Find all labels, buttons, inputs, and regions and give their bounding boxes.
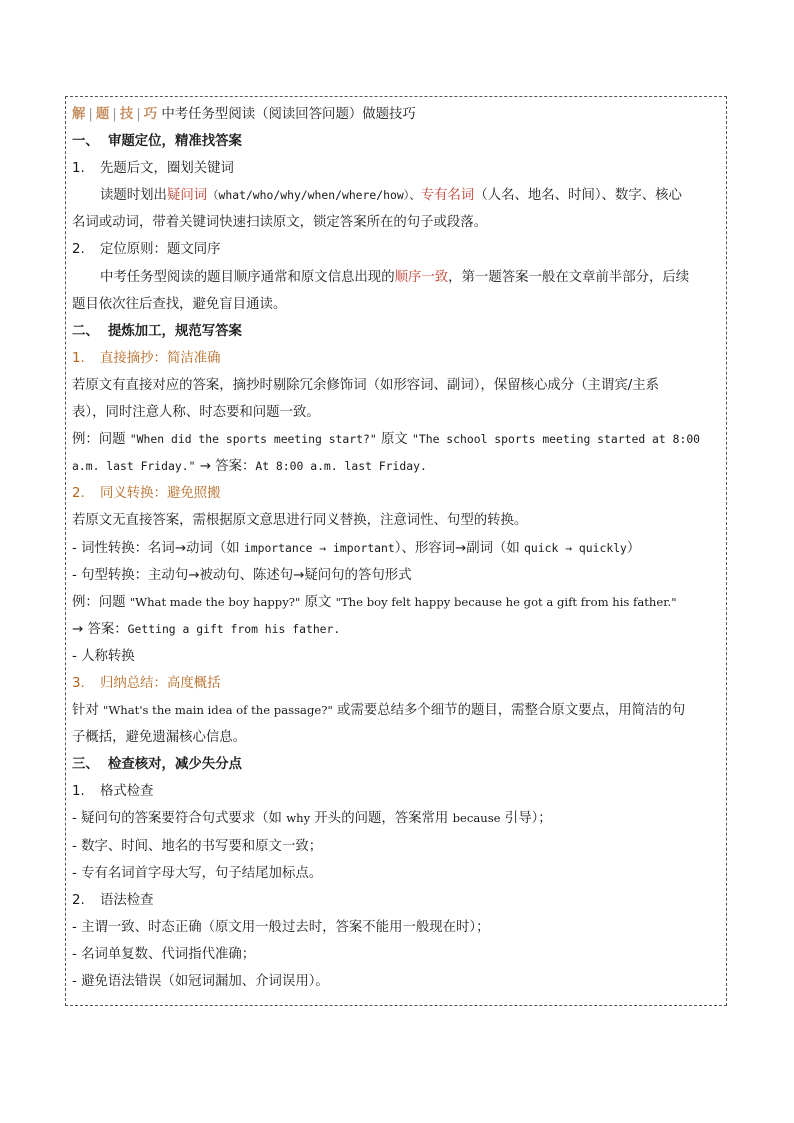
section-heading: 一、 审题定位，精准找答案 [72, 134, 242, 150]
paragraph-line: 子概括，避免遗漏核心信息。 [72, 730, 247, 746]
bullet-line: - 词性转换：名词→动词（如 importance → important）、形容词→副词（如 quick → quickly） [72, 540, 641, 556]
example-line: 例：问题 "What made the boy happy?" 原文 "The boy felt happy because he got a gift from his father." [72, 594, 677, 610]
example-line: → 答案：Getting a gift from his father. [72, 621, 341, 637]
bullet-line: - 人称转换 [72, 648, 135, 664]
paragraph-line: 若原文无直接答案，需根据原文意思进行同义替换，注意词性、句型的转换。 [72, 513, 528, 529]
item-heading: 1. 直接摘抄：简洁准确 [72, 350, 221, 366]
paragraph-line: 表），同时注意人称、时态要和问题一致。 [72, 405, 320, 421]
example-line: a.m. last Friday." → 答案：At 8:00 a.m. last Friday. [72, 459, 427, 475]
bullet-line: - 主谓一致、时态正确（原文用一般过去时，答案不能用一般现在时）； [72, 919, 490, 935]
tips-box [65, 96, 727, 1006]
bullet-line: - 避免语法错误（如冠词漏加、介词误用）。 [72, 974, 329, 989]
item-heading: 3. 归纳总结：高度概括 [72, 675, 221, 691]
item-heading: 1. 格式检查 [72, 784, 154, 800]
paragraph-line: 题目依次往后查找，避免盲目通读。 [72, 296, 287, 312]
bullet-line: - 名词单复数、代词指代准确； [72, 946, 256, 962]
paragraph-line: 读题时划出疑问词（what/who/why/when/where/how）、专有名词（人名、地名、时间）、数字、核心 [100, 188, 682, 204]
bullet-line: - 数字、时间、地名的书写要和原文一致； [72, 838, 323, 854]
item-heading: 1. 先题后文，圈划关键词 [72, 161, 234, 177]
bullet-line: - 句型转换：主动句→被动句、陈述句→疑问句的答句形式 [72, 567, 412, 583]
bullet-line: - 疑问句的答案要符合句式要求（如 why 开头的问题，答案常用 because 引导）； [72, 811, 552, 827]
header-line: 解 | 题 | 技 | 巧 中考任务型阅读（阅读回答问题）做题技巧 [72, 107, 416, 122]
item-heading: 2. 定位原则：题文同序 [72, 242, 221, 258]
bullet-line: - 专有名词首字母大写，句子结尾加标点。 [72, 865, 323, 881]
item-heading: 2. 语法检查 [72, 892, 154, 908]
paragraph-line: 若原文有直接对应的答案，摘抄时剔除冗余修饰词（如形容词、副词），保留核心成分（主谓宾/主系 [72, 377, 659, 393]
example-line: 例：问题 "When did the sports meeting start?" 原文 "The school sports meeting started at 8:00 [72, 432, 701, 448]
tag-char: 巧 [143, 107, 158, 122]
keyword: 专有名词 [420, 188, 475, 204]
tag-char: 题 [95, 107, 110, 122]
section-heading: 二、 提炼加工，规范写答案 [72, 323, 242, 339]
keyword: 疑问词 [166, 188, 208, 204]
paragraph-line: 针对 "What's the main idea of the passage?" 或需要总结多个细节的题目，需整合原文要点，用简洁的句 [72, 703, 686, 719]
tag-char: 技 [119, 107, 134, 122]
paragraph-line: 名词或动词，带着关键词快速扫读原文，锁定答案所在的句子或段落。 [72, 215, 488, 231]
header-title: 中考任务型阅读（阅读回答问题）做题技巧 [161, 107, 416, 122]
tag-char: 解 [72, 107, 86, 122]
keyword: 顺序一致 [394, 269, 449, 285]
section-heading: 三、 检查核对，减少失分点 [72, 757, 242, 773]
item-heading: 2. 同义转换：避免照搬 [72, 486, 221, 502]
paragraph-line: 中考任务型阅读的题目顺序通常和原文信息出现的顺序一致，第一题答案一般在文章前半部分，后续 [100, 269, 690, 285]
